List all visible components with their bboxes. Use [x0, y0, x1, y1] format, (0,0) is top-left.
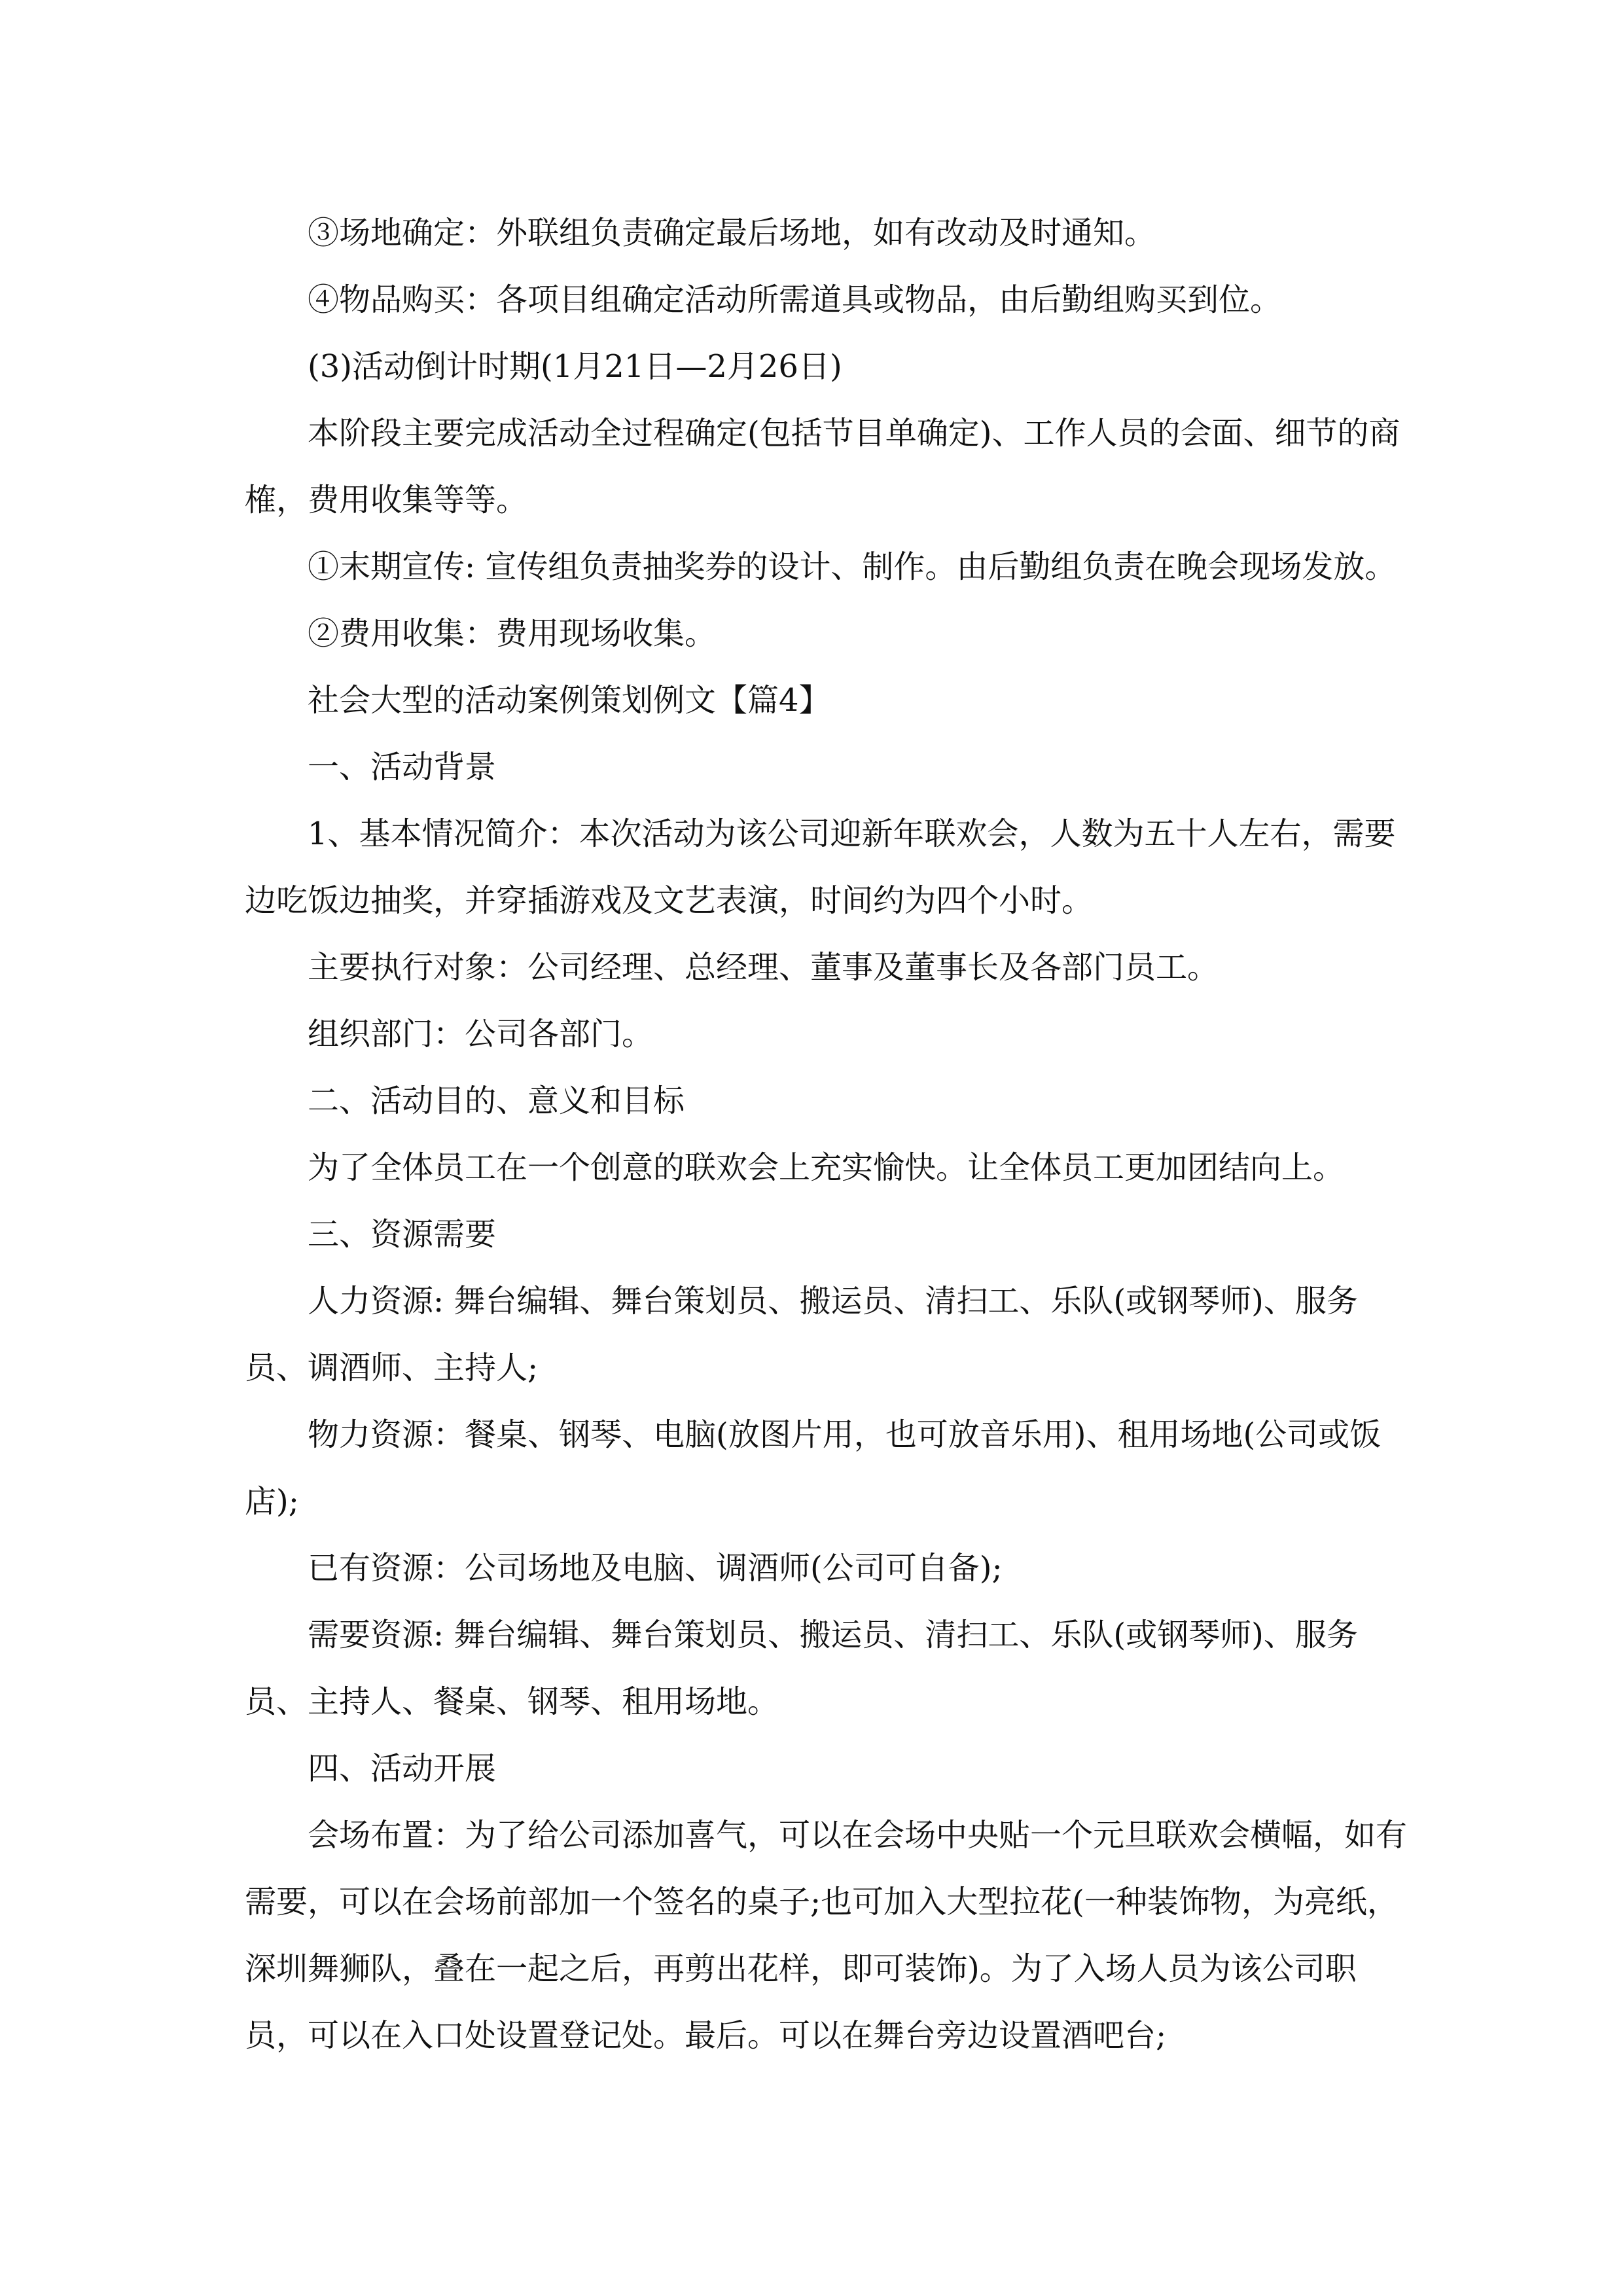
paragraph-venue-confirm: ③场地确定：外联组负责确定最后场地，如有改动及时通知。: [308, 215, 1156, 251]
paragraph-material-resources: 物力资源：餐桌、钢琴、电脑(放图片用，也可放音乐用)、租用场地(公司或饭店);: [245, 1416, 1382, 1520]
paragraph-target-audience: 主要执行对象：公司经理、总经理、董事及董事长及各部门员工。: [308, 949, 1219, 986]
paragraph-basic-intro: 1、基本情况简介：本次活动为该公司迎新年联欢会，人数为五十人左右，需要边吃饭边抽奖，并穿插游戏及文艺表演，时间约为四个小时。: [245, 816, 1396, 919]
paragraph-human-resources: 人力资源: 舞台编辑、舞台策划员、搬运员、清扫工、乐队(或钢琴师)、服务员、调酒师、主持人;: [245, 1283, 1358, 1386]
heading-background: 一、活动背景: [308, 749, 497, 785]
document-body: [245, 200, 1410, 2069]
paragraph-stage-summary: 本阶段主要完成活动全过程确定(包括节目单确定)、工作人员的会面、细节的商榷，费用收集等等。: [245, 415, 1400, 518]
heading-activity: 四、活动开展: [308, 1750, 497, 1787]
paragraph-venue-layout: 会场布置：为了给公司添加喜气，可以在会场中央贴一个元旦联欢会横幅，如有需要，可以在会场前部加一个签名的桌子;也可加入大型拉花(一种装饰物，为亮纸，深圳舞狮队，叠在一起之后，再剪出花样，即可装饰)。为了入场人员为该公司职员，可以在入口处设置登记处。最后。可以在舞台旁边设置酒吧台;: [245, 1817, 1408, 2054]
paragraph-organizer: 组织部门：公司各部门。: [308, 1016, 654, 1052]
paragraph-needed-resources: 需要资源: 舞台编辑、舞台策划员、搬运员、清扫工、乐队(或钢琴师)、服务员、主持人、餐桌、钢琴、租用场地。: [245, 1617, 1358, 1720]
paragraph-purpose: 为了全体员工在一个创意的联欢会上充实愉快。让全体员工更加团结向上。: [308, 1149, 1345, 1186]
paragraph-final-promo: ①末期宣传: 宣传组负责抽奖券的设计、制作。由后勤组负责在晚会现场发放。: [308, 548, 1397, 585]
paragraph-fee-collection: ②费用收集：费用现场收集。: [308, 615, 717, 652]
paragraph-purchase: ④物品购买：各项目组确定活动所需道具或物品，由后勤组购买到位。: [308, 281, 1282, 318]
heading-resources: 三、资源需要: [308, 1216, 497, 1253]
paragraph-countdown-heading: (3)活动倒计时期(1月21日—2月26日): [308, 348, 842, 385]
paragraph-existing-resources: 已有资源：公司场地及电脑、调酒师(公司可自备);: [308, 1550, 1003, 1587]
heading-purpose: 二、活动目的、意义和目标: [308, 1083, 685, 1119]
section-title-part4: 社会大型的活动案例策划例文【篇4】: [308, 682, 830, 719]
